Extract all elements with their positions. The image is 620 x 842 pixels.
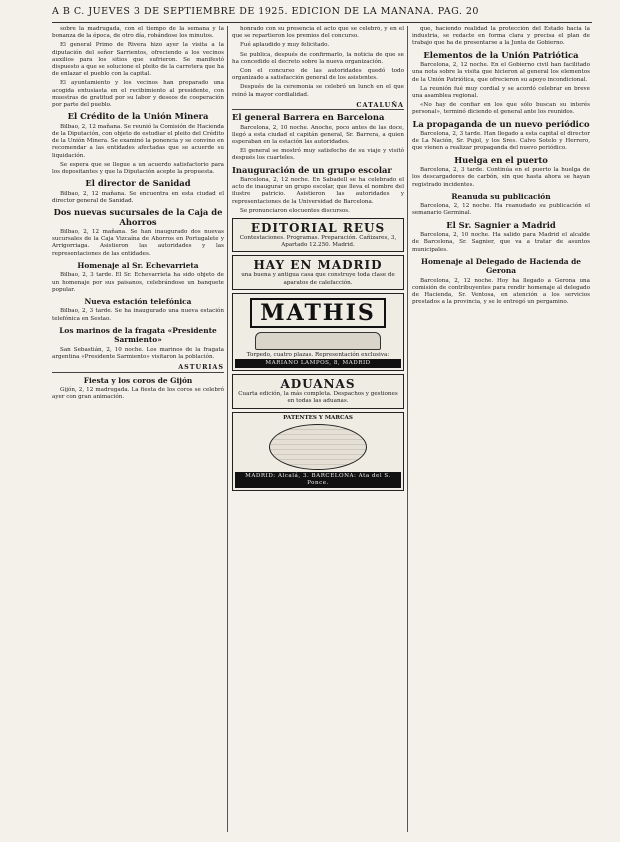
article-paragraph: sobre la madrugada, con el tiempo de la semana y la bonanza de la época, de otro día, robándose los minutos. (52, 26, 224, 40)
article-paragraph: El general Primo de Rivera hizo ayer la visita a la diputación del señor Sarrientos, ofreciendo a los vecinos auxilios para los sitios que sufrieron. Se manifestó dispuesto a que se solucione el pleito de la carretera que ha de enlazar el pueblo con la capital. (52, 42, 224, 78)
ad-aduanas (232, 374, 404, 408)
article-paragraph: Bilbao, 2, 3 tarde. Se ha inaugurado una nueva estación telefónica en Sestao. (52, 308, 224, 322)
headline-sagnier-madrid: El Sr. Sagnier a Madrid (446, 219, 556, 230)
article-paragraph: San Sebastián, 2, 10 noche. Los marinos de la fragata argentina «Presidente Sarmiento» visitaron la población. (52, 346, 224, 361)
column-rule (227, 26, 228, 832)
article-paragraph: Barcelona, 2, 10 noche. Anoche, poco antes de las doce, llegó a esta ciudad el capitán general, Sr. Barrera, a quien esperaban en la estación las autoridades. (232, 124, 404, 145)
ad-text: Cuarta edición, la más completa. Despachos y gestiones en todas las aduanas. (238, 391, 398, 405)
ad-text: Contestaciones. Programas. Preparación. Cañizares, 3, Apartado 12.250. Madrid. (239, 235, 397, 249)
section-label-asturias: ASTURIAS (52, 364, 224, 372)
section-label-cataluna: CATALUÑA (232, 102, 404, 110)
headline-estacion-telefonica: Nueva estación telefónica (84, 296, 192, 306)
article-paragraph: El ayuntamiento y los vecinos han preparado una acogida entusiasta en el recibimiento al presidente, con muestras de gratitud por su labor y deseos de cooperación por parte del pueblo. (52, 80, 224, 109)
headline-reanuda-publicacion: Reanuda su publicación (451, 191, 551, 201)
ad-text: Torpedo, cuatro plazas. Representación exclusiva: (246, 351, 390, 358)
article-paragraph: que, haciendo realidad la protección del Estado hacia la industria, se redacte en forma clara y precisa el plan de trabajo que ha de presentarse a la Junta de Gobierno. (412, 26, 590, 47)
article-paragraph: Con el concurso de las autoridades quedó todo organizado a satisfacción general de los asistentes. (232, 68, 404, 82)
article-paragraph: Bilbao, 2, 12 mañana. Se encuentra en esta ciudad el director general de Sanidad. (52, 190, 224, 204)
article-paragraph: Barcelona, 2, 12 noche. Hoy ha llegado a Gerona una comisión de contribuyentes para rendir homenaje al delegado de Hacienda, Sr. Ventosa, en atención a los servicios prestados a la provincia, y se le entregó un pergamino. (412, 277, 590, 306)
ad-title: EDITORIAL REUS (250, 221, 386, 236)
article-paragraph: Después de la ceremonia se celebró un lunch en el que reinó la mayor cordialidad. (232, 84, 404, 98)
article-paragraph: El general se mostró muy satisfecho de su viaje y visitó después los cuarteles. (232, 148, 404, 162)
article-paragraph: Se publica, después de confirmarlo, la noticia de que se ha concedido el decreto sobre la nueva organización. (232, 51, 404, 65)
article-paragraph: Barcelona, 2, 3 tarde. Han llegado a esta capital el director de La Nación, Sr. Pujol, y los Sres. Calvo Sotelo y Herrero, que vienen a realizar propaganda del nuevo periódico. (412, 131, 590, 152)
article-paragraph: La reunión fué muy cordial y se acordó celebrar en breve una asamblea regional. (412, 85, 590, 99)
article-paragraph: Fué aplaudido y muy felicitado. (240, 42, 330, 49)
headline-homenaje-delegado: Homenaje al Delegado de Hacienda de Gerona (421, 256, 581, 276)
ad-title: ADUANAS (280, 377, 356, 392)
column-right (412, 26, 590, 832)
ad-mathis (232, 293, 404, 371)
ad-patentes (232, 412, 404, 492)
ad-editorial-reus (232, 218, 404, 252)
headline-general-barrera: El general Barrera en Barcelona (232, 112, 385, 123)
article-paragraph: Barcelona, 2, 10 noche. Ha salido para Madrid el alcalde de Barcelona, Sr. Sagnier, que va a tratar de asuntos municipales. (412, 232, 590, 253)
headline-director-sanidad: El director de Sanidad (85, 178, 191, 189)
headline-grupo-escolar: Inauguración de un grupo escolar (232, 164, 392, 175)
page-header: A B C. JUEVES 3 DE SEPTIEMBRE DE 1925. EDICION DE LA MAÑANA. PAG. 20 (52, 6, 592, 23)
article-paragraph: «No hay de confiar en los que sólo buscan su interés personal», terminó diciendo el general ante los reunidos. (412, 102, 590, 116)
headline-union-patriotica: Elementos de la Unión Patriótica (423, 49, 579, 60)
column-left (52, 26, 224, 832)
article-paragraph: Bilbao, 2, 12 mañana. Se han inaugurado dos nuevas sucursales de la Caja Vizcaína de Ahorros en Portugalete y Arrigorriaga. Asistieron las autoridades y las representaciones de las entidades. (52, 229, 224, 257)
car-illustration (255, 332, 381, 350)
article-paragraph: Bilbao, 2, 3 tarde. El Sr. Echevarrieta ha sido objeto de un homenaje por sus paisanos, celebrándose un banquete popular. (52, 272, 224, 293)
headline-homenaje-echevarrieta: Homenaje al Sr. Echevarrieta (77, 260, 199, 270)
ad-hay-en-madrid (232, 255, 404, 289)
ad-text: una buena y antigua casa que construye toda clase de aparatos de calefacción. (241, 272, 395, 286)
headline-coros-gijon: Fiesta y los coros de Gijón (83, 375, 193, 385)
article-paragraph: honrado con su presencia el acto que se celebró, y en el que se repartieron los premios del concurso. (232, 26, 404, 40)
article-paragraph: Barcelona, 2, 12 noche. En el Gobierno civil han facilitado una nota sobre la visita que hicieron al general los elementos de la Unión Patriótica, que ofrecieron su apoyo incondicional. (412, 62, 590, 83)
ad-address: MARIANO LAMPOS, 8, MADRID (235, 359, 401, 368)
ad-address: MADRID: Alcalá, 3. BARCELONA: Ata del S. Ponce. (235, 472, 401, 488)
ad-title: PATENTES Y MARCAS (283, 414, 353, 421)
headline-caja-ahorros: Dos nuevas sucursales de la Caja de Ahorros (53, 207, 223, 227)
column-middle (232, 26, 404, 832)
mathis-logo: MATHIS (250, 298, 386, 328)
column-rule (407, 26, 408, 832)
headline-nuevo-periodico: La propaganda de un nuevo periódico (412, 118, 590, 129)
headline-huelga-puerto: Huelga en el puerto (454, 154, 548, 165)
article-paragraph: Bilbao, 2, 12 mañana. Se reunió la Comisión de Hacienda de la Diputación, con objeto de estudiar el pleito del Crédito de la Unión Minera. Se examinó la ponencia y se convino en recomendar a las entidades afectadas que se acuerde su liquidación. (52, 123, 224, 159)
article-paragraph: Se pronunciaron elocuentes discursos. (240, 207, 350, 214)
article-paragraph: Gijón, 2, 12 madrugada. La fiesta de los coros se celebró ayer con gran animación. (52, 387, 224, 401)
headline-fragata-sarmiento: Los marinos de la fragata «Presidente Sarmiento» (59, 325, 217, 345)
article-paragraph: Barcelona, 2, 12 noche. En Sabadell se ha celebrado el acto de inaugurar un grupo escolar, que lleva el nombre del ilustre patricio. Asistieron las autoridades y representaciones de la Universidad de Barcelona. (232, 177, 404, 205)
globe-illustration (269, 424, 367, 470)
ad-title: HAY EN MADRID (253, 258, 383, 273)
headline-credito-union-minera: El Crédito de la Unión Minera (67, 111, 209, 122)
article-paragraph: Barcelona, 2, 12 noche. Ha reanudado su publicación el semanario Germinal. (412, 203, 590, 217)
article-paragraph: Se espera que se llegue a un acuerdo satisfactorio para los depositantes y que la Diputación acepte la propuesta. (52, 161, 224, 175)
article-paragraph: Barcelona, 2, 3 tarde. Continúa en el puerto la huelga de los descargadores de carbón, sin que hasta ahora se hayan registrado incidentes. (412, 167, 590, 188)
